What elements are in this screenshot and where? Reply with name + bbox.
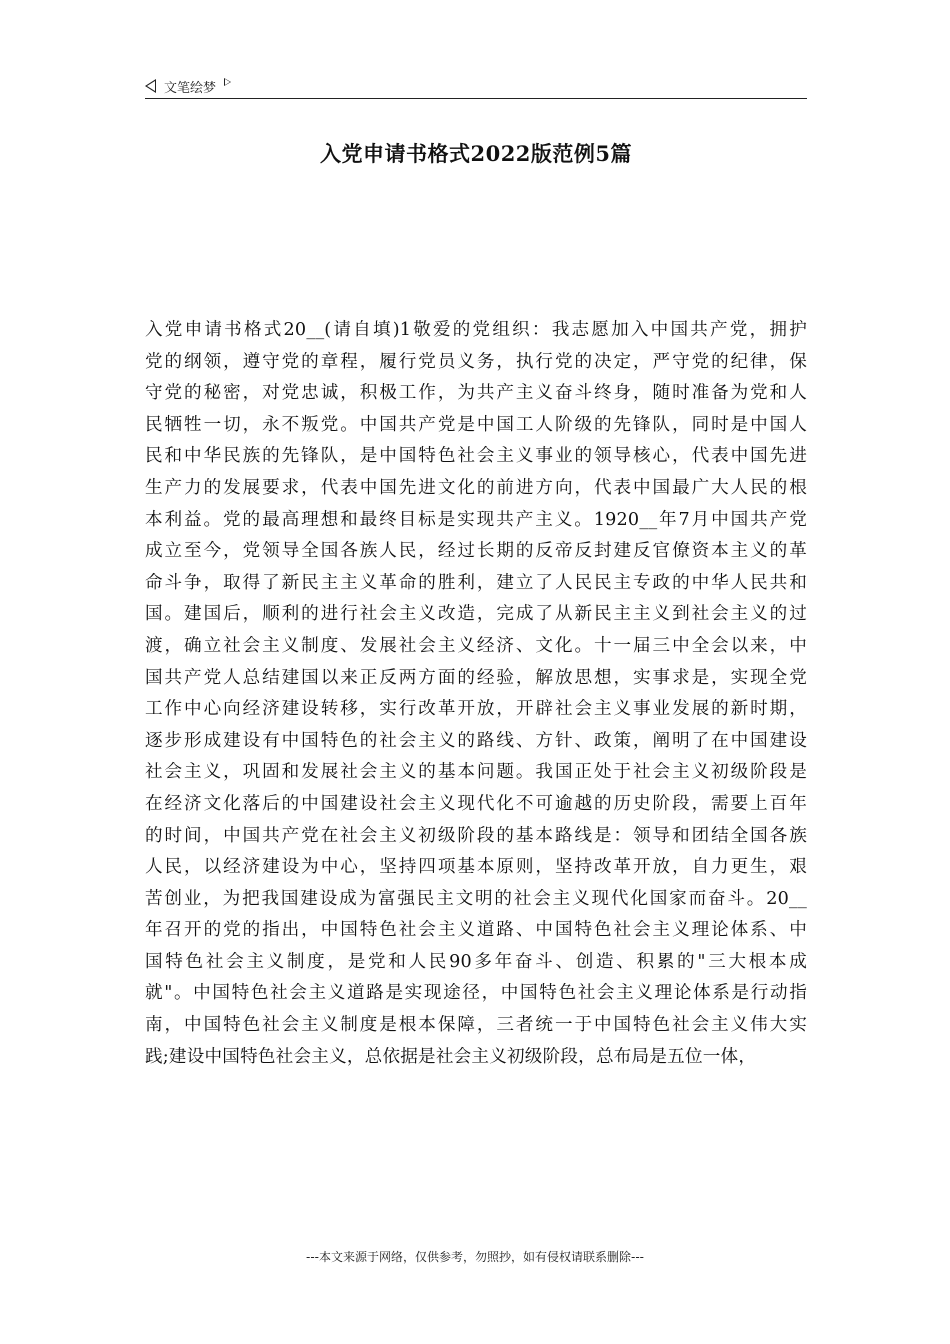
body-line: 国共产党人总结建国以来正反两方面的经验，解放思想，实事求是，实现全党 <box>145 667 807 688</box>
body-line: 民和中华民族的先锋队，是中国特色社会主义事业的领导核心，代表中国先进 <box>145 446 807 467</box>
body-line: 国特色社会主义制度，是党和人民90多年奋斗、创造、积累的"三大根本成 <box>145 951 807 972</box>
right-triangle-icon <box>224 78 231 86</box>
body-line: 在经济文化落后的中国建设社会主义现代化不可逾越的历史阶段，需要上百年 <box>145 793 807 814</box>
body-line: 国。建国后，顺利的进行社会主义改造，完成了从新民主主义到社会主义的过 <box>145 604 807 625</box>
body-line: 成立至今，党领导全国各族人民，经过长期的反帝反封建反官僚资本主义的革 <box>145 541 807 562</box>
body-line: 守党的秘密，对党忠诚，积极工作，为共产主义奋斗终身，随时准备为党和人 <box>145 383 807 404</box>
body-line: 党的纲领，遵守党的章程，履行党员义务，执行党的决定，严守党的纪律，保 <box>145 351 807 372</box>
document-body <box>145 315 807 1073</box>
body-line: 人民，以经济建设为中心，坚持四项基本原则，坚持改革开放，自力更生，艰 <box>145 857 807 878</box>
document-title: 入党申请书格式2022版范例5篇 <box>319 141 633 166</box>
body-line: 社会主义，巩固和发展社会主义的基本问题。我国正处于社会主义初级阶段是 <box>145 762 807 783</box>
body-line: 生产力的发展要求，代表中国先进文化的前进方向，代表中国最广大人民的根 <box>145 477 807 498</box>
body-line: 逐步形成建设有中国特色的社会主义的路线、方针、政策，阐明了在中国建设 <box>145 730 807 751</box>
body-line: 就"。中国特色社会主义道路是实现途径，中国特色社会主义理论体系是行动指 <box>145 983 807 1004</box>
page-footer: ---本文来源于网络，仅供参考，勿照抄，如有侵权请联系删除--- <box>306 1250 644 1264</box>
body-line: 本利益。党的最高理想和最终目标是实现共产主义。1920__年7月中国共产党 <box>145 509 807 530</box>
body-line: 渡，确立社会主义制度、发展社会主义经济、文化。十一届三中全会以来，中 <box>145 635 807 656</box>
body-line: 民牺牲一切，永不叛党。中国共产党是中国工人阶级的先锋队，同时是中国人 <box>145 414 807 435</box>
body-line: 命斗争，取得了新民主主义革命的胜利，建立了人民民主专政的中华人民共和 <box>145 572 807 593</box>
body-line: 苦创业，为把我国建设成为富强民主文明的社会主义现代化国家而奋斗。20__ <box>145 888 807 909</box>
body-line: 年召开的党的指出，中国特色社会主义道路、中国特色社会主义理论体系、中 <box>145 920 807 941</box>
page-header <box>145 74 807 99</box>
body-line: 入党申请书格式20__(请自填)1敬爱的党组织：我志愿加入中国共产党，拥护 <box>145 320 807 340</box>
body-line: 践;建设中国特色社会主义，总依据是社会主义初级阶段，总布局是五位一体， <box>145 1046 757 1067</box>
header-brand: 文笔绘梦 <box>164 80 217 96</box>
left-triangle-icon <box>145 79 156 93</box>
body-line: 的时间，中国共产党在社会主义初级阶段的基本路线是：领导和团结全国各族 <box>145 825 807 846</box>
body-line: 南，中国特色社会主义制度是根本保障，三者统一于中国特色社会主义伟大实 <box>145 1015 807 1036</box>
body-line: 工作中心向经济建设转移，实行改革开放，开辟社会主义事业发展的新时期， <box>145 699 807 720</box>
